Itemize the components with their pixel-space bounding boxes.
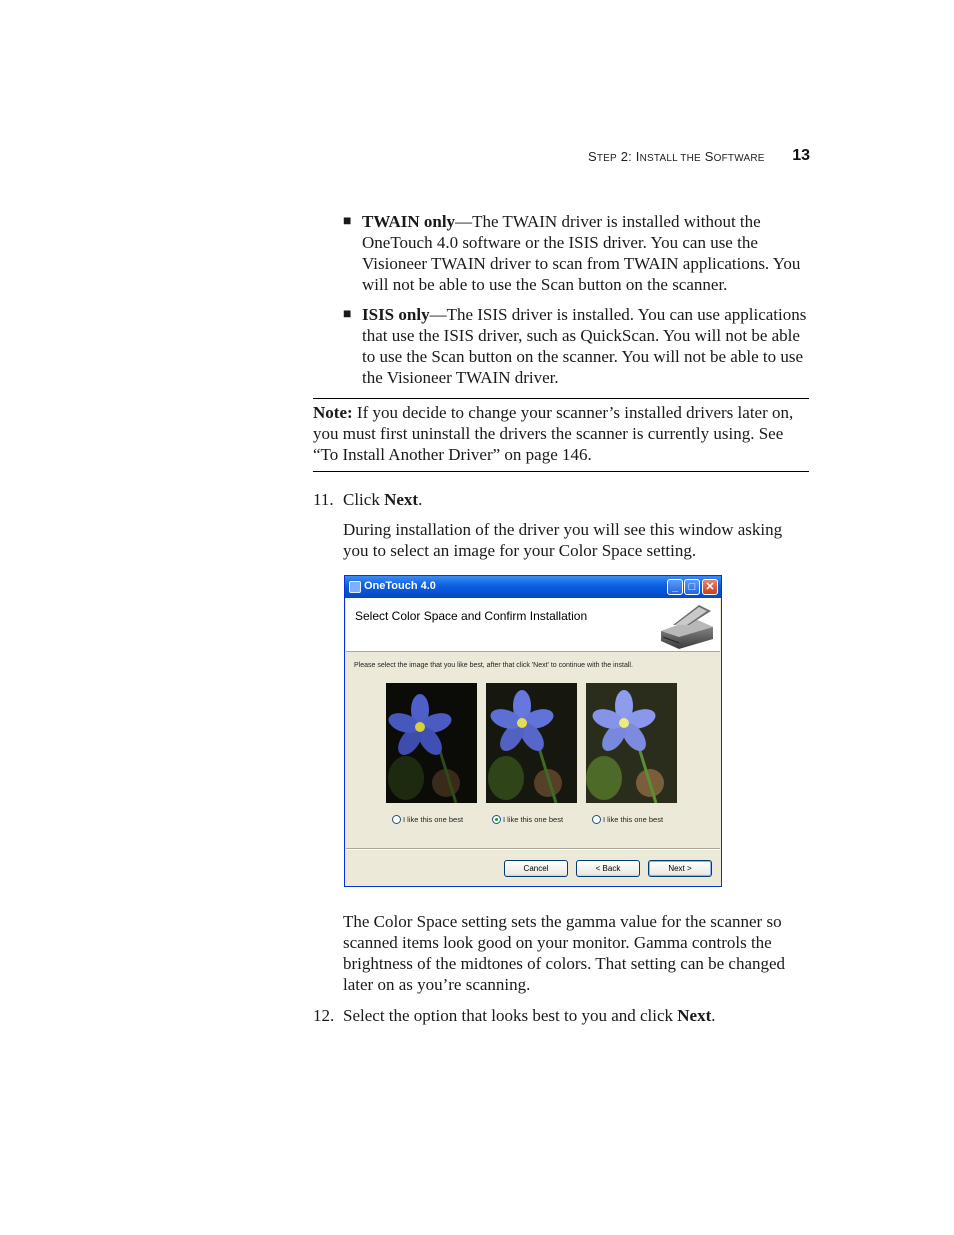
cancel-button[interactable]: Cancel bbox=[504, 860, 568, 877]
note-block bbox=[313, 402, 811, 465]
next-button[interactable]: Next > bbox=[648, 860, 712, 877]
radio-button-selected[interactable] bbox=[492, 815, 501, 824]
bullet-term: TWAIN only bbox=[362, 212, 456, 231]
option-radio-3[interactable] bbox=[592, 811, 663, 823]
bullet-text: —The TWAIN driver is installed without the OneTouch 4.0 software or the ISIS driver. You can use the Visioneer TWAIN driver to scan from TWAIN applications. You will not be able to use the Scan button on the scanner. bbox=[362, 212, 801, 294]
back-button[interactable]: < Back bbox=[576, 860, 640, 877]
radio-label: I like this one best bbox=[503, 815, 564, 825]
note-text: If you decide to change your scanner’s installed drivers later on, you must first uninstall the drivers the scanner is currently using. See “To Install Another Driver” on page 146. bbox=[313, 403, 794, 464]
dialog-titlebar bbox=[345, 576, 721, 598]
maximize-button[interactable]: □ bbox=[684, 579, 700, 595]
minimize-button[interactable]: _ bbox=[667, 579, 683, 595]
color-option-1 bbox=[386, 683, 486, 823]
dialog-instruction: Please select the image that you like best, after that click 'Next' to continue with the install. bbox=[354, 662, 633, 669]
step-bold: Next bbox=[384, 490, 419, 509]
step-number: 11. bbox=[313, 490, 334, 509]
running-header bbox=[588, 147, 810, 169]
dialog-title: OneTouch 4.0 bbox=[364, 580, 436, 592]
color-option-3 bbox=[586, 683, 686, 823]
scanner-icon bbox=[655, 601, 719, 649]
flower-image-dark bbox=[386, 683, 477, 803]
bullet-term: ISIS only bbox=[362, 305, 430, 324]
option-radio-1[interactable] bbox=[392, 811, 463, 823]
radio-label: I like this one best bbox=[603, 815, 664, 825]
app-icon bbox=[349, 581, 361, 593]
onetouch-dialog bbox=[344, 575, 722, 887]
radio-button[interactable] bbox=[592, 815, 601, 824]
option-radio-2[interactable] bbox=[492, 811, 563, 823]
section-title: STEP 2: INSTALL THE SOFTWARE bbox=[588, 149, 765, 164]
install-paragraph: During installation of the driver you will see this window asking you to select an image for your Color Space setting. bbox=[343, 520, 783, 560]
gamma-paragraph: The Color Space setting sets the gamma value for the scanner so scanned items look good on your monitor. Gamma controls the brightness of the midtones of colors. That setting can be changed later on as you’re scanning. bbox=[343, 912, 786, 994]
page-number: 13 bbox=[792, 147, 810, 164]
flower-image-medium bbox=[486, 683, 577, 803]
dialog-banner bbox=[346, 598, 720, 652]
button-divider bbox=[346, 848, 720, 849]
close-button[interactable]: ✕ bbox=[702, 579, 718, 595]
bullet-text: —The ISIS driver is installed. You can use applications that use the ISIS driver, such as QuickScan. You will not be able to use the Scan button on the scanner. You will not be able to use the Visioneer TWAIN driver. bbox=[362, 305, 807, 387]
flower-image-bright bbox=[586, 683, 677, 803]
radio-label: I like this one best bbox=[403, 815, 464, 825]
dialog-heading: Select Color Space and Confirm Installation bbox=[355, 609, 588, 623]
note-label: Note: bbox=[313, 403, 353, 422]
bullet-marker: ■ bbox=[343, 307, 352, 322]
note-rule-top bbox=[313, 398, 809, 399]
color-option-2 bbox=[486, 683, 586, 823]
bullet-marker: ■ bbox=[343, 214, 352, 229]
step-bold: Next bbox=[677, 1006, 712, 1025]
step-number: 12. bbox=[313, 1006, 335, 1025]
radio-button[interactable] bbox=[392, 815, 401, 824]
note-rule-bottom bbox=[313, 471, 809, 472]
